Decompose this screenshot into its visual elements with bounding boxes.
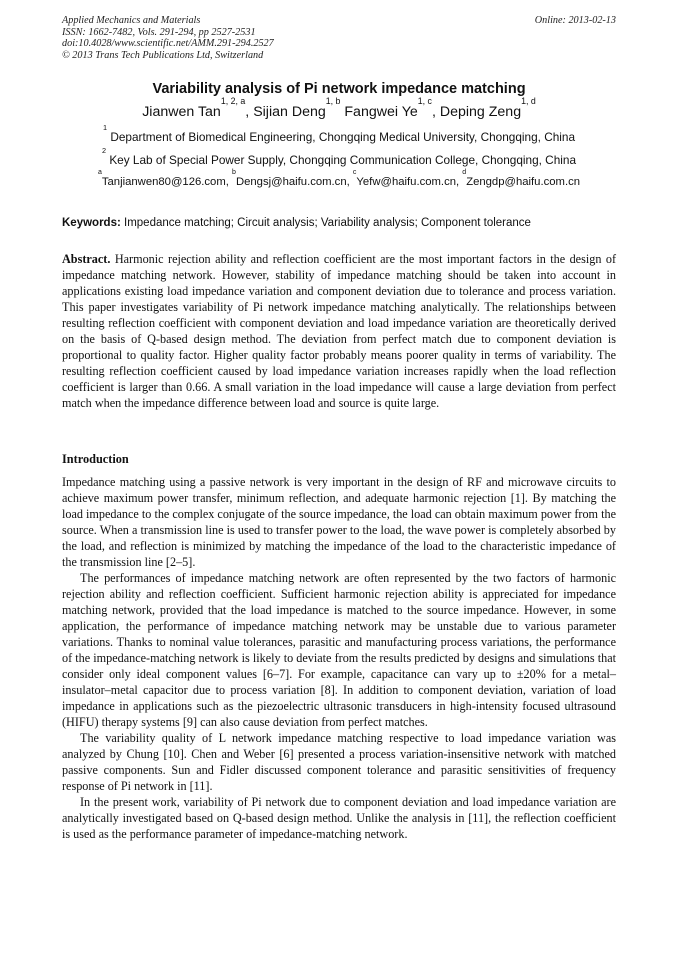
author-name: Deping Zeng — [439, 104, 522, 120]
journal-name: Applied Mechanics and Materials — [62, 15, 201, 26]
author-list — [0, 95, 678, 121]
email-separator: , — [456, 176, 463, 188]
email-sup: a — [97, 169, 102, 177]
email-address[interactable]: Zengdp@haifu.com.cn — [466, 176, 581, 188]
issn-line: ISSN: 1662-7482, Vols. 291-294, pp 2527-2531 — [62, 26, 256, 38]
affiliation-1 — [0, 123, 678, 145]
doi-line: doi:10.4028/www.scientific.net/AMM.291-294.2527 — [62, 38, 274, 50]
author-affil-sup: 1, c — [417, 95, 432, 106]
keywords-label: Keywords: — [62, 217, 121, 229]
author-name: Jianwen Tan — [142, 104, 221, 120]
author-name: Fangwei Ye — [344, 104, 418, 120]
author-separator: , — [245, 104, 254, 120]
email-separator: , — [225, 176, 233, 188]
paragraph: The variability quality of L network impedance matching respective to load impedance variation was analyzed by Chung [10]. Chen and Weber [6] presented a process variation-insensitive network with matched passive components. Sun and Fidler discussed component tolerance and parasitic sensitivities of frequency response of Pi network in [11]. — [62, 731, 616, 793]
email-separator: , — [346, 176, 353, 188]
affiliation-sup: 1 — [102, 123, 108, 133]
online-date: Online: 2013-02-13 — [534, 15, 616, 26]
author-affil-sup: 1, b — [325, 95, 341, 106]
email-list — [0, 169, 678, 190]
email-sup: d — [462, 169, 467, 177]
section-heading-introduction: Introduction — [62, 452, 129, 466]
email-address[interactable]: Dengsj@haifu.com.cn — [235, 176, 347, 188]
email-address[interactable]: Tanjianwen80@126.com — [101, 176, 226, 188]
paragraph: The performances of impedance matching network are often represented by the two factors of harmonic rejection ability and reflection coefficient. Sufficient harmonic rejection ability is appreciated for impedance matching network, provided that the load impedance is matched to the source impedance. However, in some application, the performance of impedance matching network may be unstable due to various parameter variations. Thanks to nominal value tolerances, parasitic and manufacturing process variations, the performance of the impedance-matching network is likely to deviate from the results predicted by designs and simulations that consider only ideal component values [6–7]. For example, capacitance can vary up to ±20% for a metal–insulator–metal capacitor due to process variation [8]. In addition to component deviation, variation of load impedance in applications such as the piezoelectric ultrasonic transducers in high-intensity focused ultrasound (HIFU) therapy systems [9] can also cause deviation from perfect matches. — [62, 571, 616, 729]
paragraph: Impedance matching using a passive network is very important in the design of RF and microwave circuits to achieve maximum power transfer, minimum reflection, and adequate harmonic rejection [1]. By matching the load impedance to the complex conjugate of the source impedance, the load can obtain maximum power from the source. When a transmission line is used to transfer power to the load, the wave power is completely absorbed by the load, and reflection is minimized by matching the impedance of the load to the characteristic impedance of the transmission line [2–5]. — [62, 475, 616, 569]
paper-title: Variability analysis of Pi network impedance matching — [152, 81, 526, 97]
affiliation-2 — [0, 146, 678, 168]
keywords-text: Impedance matching; Circuit analysis; Variability analysis; Component tolerance — [124, 217, 531, 229]
author-affil-sup: 1, 2, a — [220, 95, 246, 106]
keywords — [62, 216, 616, 231]
affiliation-text: Key Lab of Special Power Supply, Chongqing Communication College, Chongqing, China — [109, 153, 577, 167]
author-name: Sijian Deng — [253, 104, 326, 120]
author-affil-sup: 1, d — [521, 95, 536, 106]
email-address[interactable]: Yefw@haifu.com.cn — [356, 176, 456, 188]
abstract — [62, 251, 616, 411]
copyright-line: © 2013 Trans Tech Publications Ltd, Switzerland — [62, 49, 264, 61]
email-sup: c — [352, 169, 357, 177]
abstract-text: Harmonic rejection ability and reflection coefficient are the most important factors in the design of impedance matching network. However, stability of impedance matching should be taken into account in applications existing load impedance variation and component deviation due to tolerance and process variation. This paper investigates variability of Pi network impedance matching analytically. The relationships between resulting reflection coefficient with component deviation and load impedance variation are theoretically derived on the basis of Q-based design method. The deviation from perfect match due to component deviation is proportional to quality factor. Higher quality factor probably means poorer quality in terms of variability. The resulting reflection coefficient caused by load impedance variation increases rapidly when the load reflection coefficient is larger than 0.66. A small variation in the load impedance will cause a large deviation from perfect match when the impedance difference between load and source is quite large. — [62, 252, 616, 410]
introduction-body — [62, 474, 616, 842]
author-separator: , — [431, 104, 440, 120]
abstract-label: Abstract. — [62, 252, 111, 266]
email-sup: b — [232, 169, 236, 177]
affiliation-text: Department of Biomedical Engineering, Chongqing Medical University, Chongqing, China — [110, 130, 576, 144]
affiliation-sup: 2 — [101, 146, 107, 156]
journal-header — [62, 15, 616, 61]
paragraph: In the present work, variability of Pi network due to component deviation and load impedance variation are analytically investigated based on Q-based design method. Unlike the analysis in [11], the reflection coefficient is used as the performance parameter of impedance-matching network. — [62, 795, 616, 841]
